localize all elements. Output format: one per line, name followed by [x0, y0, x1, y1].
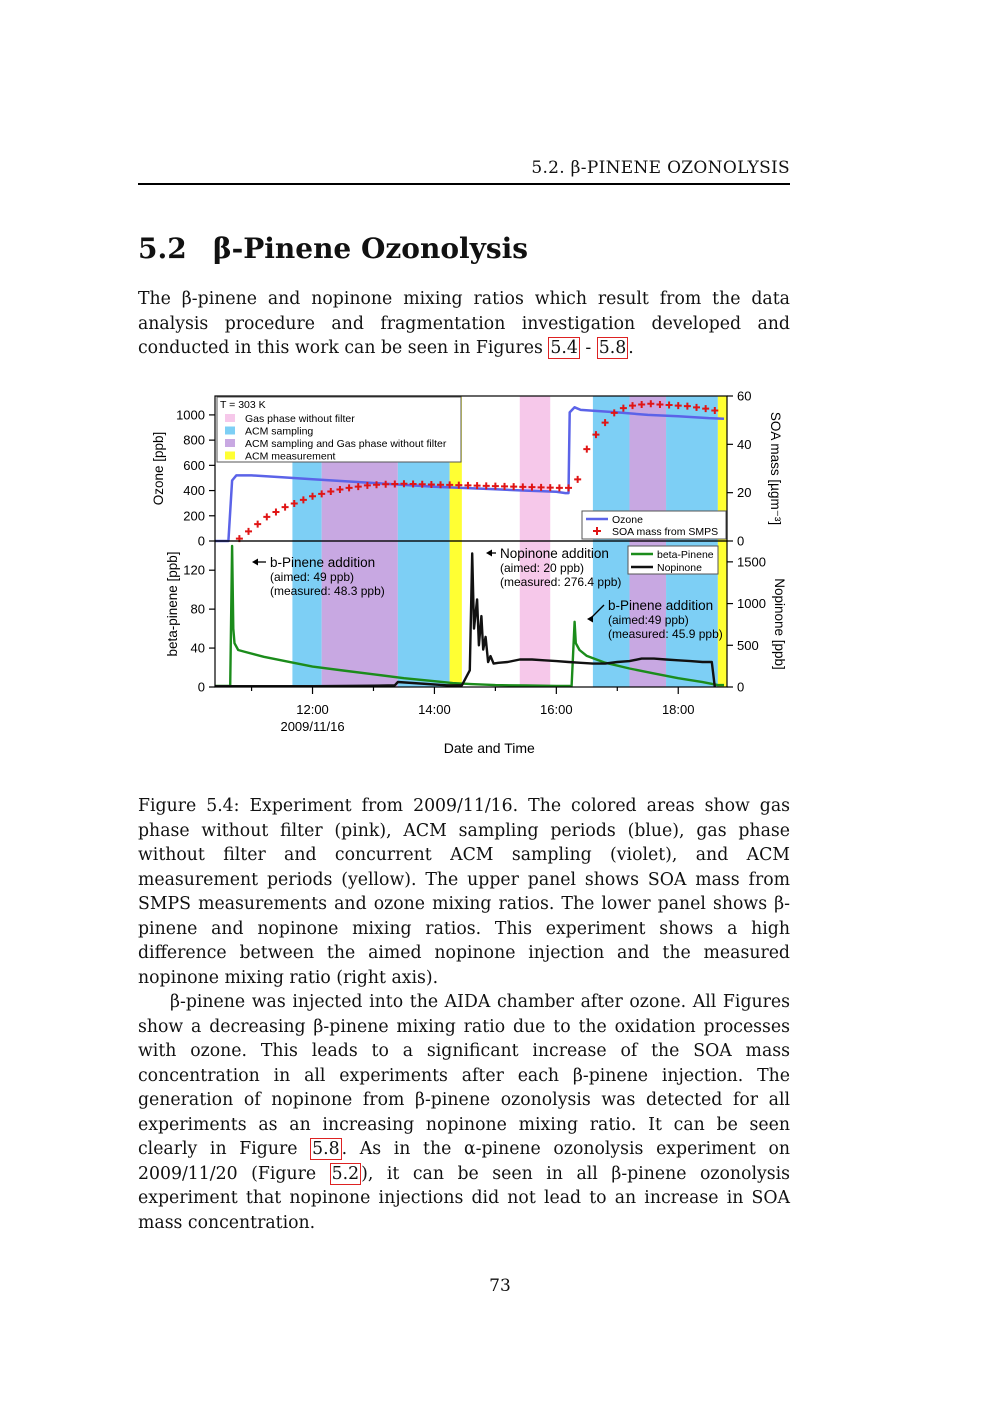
y-tick-label: 500	[737, 637, 759, 653]
x-tick-label: 18:00	[661, 702, 695, 717]
figure-5-4	[150, 382, 800, 762]
legend-label: SOA mass from SMPS	[612, 526, 719, 538]
x-tick-label: 12:00	[296, 702, 329, 717]
x-tick-label: 14:00	[418, 702, 451, 717]
x-axis-title: Date and Time	[443, 740, 535, 756]
soa-marker	[245, 528, 252, 535]
annotation-title: Nopinone addition	[500, 546, 609, 561]
intro-paragraph	[138, 287, 790, 361]
annotation-measured: (measured: 45.9 ppb)	[608, 627, 723, 641]
body-paragraph	[138, 990, 790, 1235]
legend-label: beta-Pinene	[657, 549, 714, 561]
figure-chart	[150, 382, 800, 762]
y-tick-label: 1000	[176, 407, 205, 423]
y-tick-label: 1000	[737, 596, 766, 612]
lower-left-axis-title: beta-pinene [ppb]	[165, 551, 180, 657]
legend-swatch	[225, 439, 235, 447]
section-title: β-Pinene Ozonolysis	[213, 232, 529, 265]
x-date-label: 2009/11/16	[280, 719, 345, 734]
intro-end: .	[628, 338, 634, 358]
caption-text: Figure 5.4: Experiment from 2009/11/16. The colored areas show gas phase without filter (pink), ACM sampling periods (blue), gas phase without filter and concurrent ACM sampling (violet), and ACM measurement periods (yellow). The upper panel shows SOA mass from SMPS measurements and ozone mixing ratios. The lower panel shows β-pinene and nopinone mixing ratios. This experiment shows a high difference between the aimed nopinone injection and the measured nopinone mixing ratio (right axis).	[138, 796, 790, 988]
figure-ref-link[interactable]: 5.8	[312, 1139, 340, 1159]
header-rule	[138, 183, 790, 185]
legend-label: Gas phase without filter	[245, 413, 355, 425]
body-text: . As in the α-pinene ozonolysis experiment on 2009/11/20 (Figure	[138, 1139, 790, 1184]
x-tick-label: 16:00	[540, 702, 573, 717]
legend-label: ACM measurement	[245, 450, 336, 463]
y-tick-label: 60	[737, 388, 752, 404]
figure-ref-link[interactable]: 5.2	[331, 1163, 360, 1184]
y-tick-label: 40	[190, 640, 205, 656]
y-tick-label: 800	[183, 432, 205, 448]
soa-marker	[254, 521, 261, 528]
annotation-title: b-Pinene addition	[608, 598, 714, 613]
soa-marker	[282, 504, 289, 511]
legend-swatch	[225, 414, 235, 422]
intro-text: The β-pinene and nopinone mixing ratios which result from the data analysis procedure and fragmentation investigation developed and conducted in this work can be seen in Figures	[138, 289, 790, 358]
upper-right-axis-title: SOA mass [µgm⁻³]	[768, 411, 783, 526]
legend-swatch	[225, 427, 235, 435]
legend-swatch	[225, 452, 235, 460]
section-number: 5.2	[138, 232, 187, 265]
soa-marker	[556, 484, 563, 491]
annotation-title: b-Pinene addition	[270, 555, 376, 570]
lower-right-axis-title: Nopinone [ppb]	[772, 578, 787, 670]
y-tick-label: 1500	[737, 554, 766, 570]
annotation-measured: (measured: 276.4 ppb)	[500, 575, 622, 589]
legend-label: ACM sampling	[245, 425, 314, 438]
y-tick-label: 200	[183, 508, 205, 524]
temperature-label: T = 303 K	[220, 399, 266, 411]
y-tick-label: 20	[737, 485, 752, 501]
figure-ref-link[interactable]: 5.8	[598, 338, 627, 358]
soa-marker	[574, 476, 581, 483]
annotation-arrowhead	[486, 550, 492, 557]
soa-marker	[263, 513, 270, 520]
annotation-aimed: (aimed: 49 ppb)	[270, 570, 355, 584]
y-tick-label: 600	[183, 457, 205, 473]
legend-label: Ozone	[612, 514, 643, 526]
body-text: ), it can be seen in all β-pinene ozonolysis experiment that nopinone injections did not lead to an increase in SOA mass concentration.	[138, 1163, 791, 1233]
soa-marker	[583, 446, 590, 453]
y-tick-label: 40	[737, 436, 752, 452]
body-text: β-pinene was injected into the AIDA chamber after ozone. All Figures show a decreasing β-pinene mixing ratio due to the oxidation processes with ozone. This leads to a significant increase of the SOA mass concentration in all experiments after each β-pinene injection. The generation of nopinone from β-pinene ozonolysis was detected for all experiments as an increasing nopinone mixing ratio. It can be seen clearly in Figure	[138, 992, 790, 1159]
y-tick-label: 0	[197, 533, 205, 549]
y-tick-label: 0	[737, 533, 745, 549]
annotation-arrowhead	[252, 559, 258, 566]
annotation-arrowhead	[587, 616, 593, 623]
legend-label: Nopinone	[657, 562, 702, 574]
annotation-aimed: (aimed: 20 ppb)	[500, 561, 585, 575]
y-tick-label: 120	[183, 562, 205, 578]
page-number: 73	[489, 1276, 511, 1296]
annotation-aimed: (aimed:49 ppb)	[608, 613, 689, 627]
figure-ref-link[interactable]: 5.4	[550, 338, 578, 358]
annotation-measured: (measured: 48.3 ppb)	[270, 584, 385, 598]
soa-marker	[272, 509, 279, 516]
section-heading	[138, 232, 528, 265]
figure-caption	[138, 794, 790, 990]
running-head: 5.2. β-PINENE OZONOLYSIS	[531, 158, 790, 178]
y-tick-label: 400	[183, 483, 205, 499]
soa-marker	[565, 484, 572, 491]
y-tick-label: 80	[190, 601, 205, 617]
intro-separator: -	[579, 338, 597, 358]
y-tick-label: 0	[197, 679, 205, 695]
upper-left-axis-title: Ozone [ppb]	[151, 431, 166, 506]
y-tick-label: 0	[737, 679, 745, 695]
legend-label: ACM sampling and Gas phase without filter	[245, 438, 447, 450]
